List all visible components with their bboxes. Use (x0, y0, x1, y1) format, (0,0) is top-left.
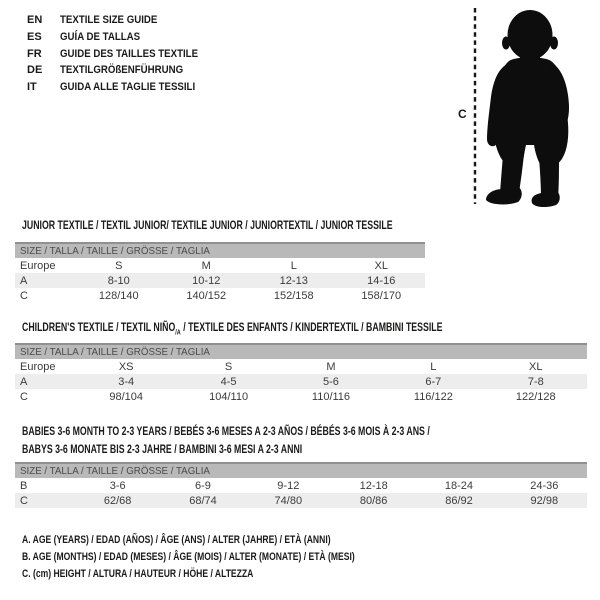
lang-code: EN (27, 14, 43, 27)
value-cell: 18-24 (444, 479, 474, 492)
value-cell: 92/98 (502, 493, 587, 508)
baby-silhouette-icon (482, 7, 578, 207)
value-cell: 24-36 (530, 479, 559, 492)
value-cell: 62/68 (75, 493, 160, 508)
value-cell: 14-16 (338, 273, 426, 288)
value-cell: 8-10 (75, 273, 163, 288)
row-label: C (15, 493, 75, 508)
row-label: A (15, 273, 75, 288)
value-cell: L (290, 259, 297, 272)
table-row (15, 374, 587, 389)
babies-title-line2: BABYS 3-6 MONATE BIS 2-3 JAHRE / BAMBINI 3-6 MESI A 2-3 ANNI (22, 442, 303, 456)
value-cell: M (326, 360, 336, 373)
lang-code: FR (27, 47, 42, 60)
value-cell: XS (118, 360, 134, 373)
babies-title-line1: BABIES 3-6 MONTH TO 2-3 YEARS / BEBÉS 3-6 MESES A 2-3 AÑOS / BÉBÉS 3-6 MOIS À 2-3 ANS / (22, 424, 430, 438)
height-measure-label: C (458, 107, 467, 121)
language-title-block (27, 12, 217, 95)
value-cell: 9-12 (277, 479, 300, 492)
children-table-title (22, 319, 598, 340)
size-header-row (15, 243, 425, 258)
value-cell: 116/122 (413, 390, 453, 403)
table-row (15, 359, 587, 374)
value-cell: 3-4 (75, 374, 177, 389)
babies-table-title (22, 423, 581, 459)
size-header-row (15, 344, 587, 359)
value-cell: 152/158 (273, 289, 314, 302)
value-cell: 128/140 (98, 289, 139, 302)
lang-row-de (27, 62, 217, 79)
value-cell: 6-7 (382, 374, 484, 389)
lang-label: TEXTILE SIZE GUIDE (60, 14, 158, 27)
value-cell: 122/128 (515, 390, 556, 403)
table-row (15, 288, 425, 303)
lang-label: TEXTILGRÖßENFÜHRUNG (60, 64, 184, 77)
lang-row-it (27, 79, 217, 96)
table-row (15, 258, 425, 273)
children-size-table (15, 343, 587, 404)
value-cell: 140/152 (186, 289, 227, 302)
row-label: C (20, 390, 28, 403)
table-row (15, 389, 587, 404)
value-cell: 3-6 (109, 479, 126, 492)
value-cell: 10-12 (163, 273, 251, 288)
lang-row-es (27, 29, 217, 46)
value-cell: 86/92 (416, 493, 501, 508)
lang-code: ES (27, 31, 42, 44)
children-title-sub: /A (175, 327, 181, 337)
row-label: B (20, 479, 28, 492)
value-cell: 6-9 (195, 479, 211, 492)
babies-size-table (15, 462, 587, 508)
lang-label: GUIDE DES TAILLES TEXTILE (60, 47, 199, 60)
value-cell: 7-8 (485, 374, 587, 389)
value-cell: XL (374, 259, 388, 272)
footnote-a: A. AGE (YEARS) / EDAD (AÑOS) / ÂGE (ANS) / ALTER (JAHRE) / ETÀ (ANNI) (22, 534, 331, 546)
lang-code: DE (27, 64, 43, 77)
children-title-rest: / TEXTILE DES ENFANTS / KINDERTEXTIL / BAMBINI TESSILE (180, 320, 443, 334)
size-header-text: SIZE / TALLA / TAILLE / GRÖSSE / TAGLIA (20, 245, 210, 257)
size-header-text: SIZE / TALLA / TAILLE / GRÖSSE / TAGLIA (20, 346, 210, 358)
lang-label: GUÍA DE TALLAS (60, 31, 141, 44)
value-cell: 12-13 (250, 273, 338, 288)
value-cell: 158/170 (361, 289, 402, 302)
value-cell: 98/104 (109, 390, 144, 403)
lang-label: GUIDA ALLE TAGLIE TESSILI (60, 81, 196, 94)
row-label: C (20, 289, 28, 302)
value-cell: 80/86 (331, 493, 416, 508)
table-row (15, 273, 425, 288)
junior-size-table (15, 242, 425, 303)
row-label: A (15, 374, 75, 389)
value-cell: 5-6 (280, 374, 382, 389)
lang-row-fr (27, 45, 217, 62)
value-cell: 12-18 (359, 479, 388, 492)
size-header-text: SIZE / TALLA / TAILLE / GRÖSSE / TAGLIA (20, 465, 210, 477)
size-header-cell (15, 344, 587, 359)
baby-figure (450, 0, 600, 215)
value-cell: 4-5 (177, 374, 279, 389)
table-row (15, 493, 587, 508)
table-row (15, 478, 587, 493)
row-label: Europe (20, 259, 56, 272)
footnote-b: B. AGE (MONTHS) / EDAD (MESES) / ÂGE (MOIS) / ALTER (MONATE) / ETÀ (MESI) (22, 551, 355, 564)
footnotes-block (22, 532, 449, 584)
children-title-main: CHILDREN'S TEXTILE / TEXTIL NIÑO (22, 320, 176, 334)
size-header-row (15, 463, 587, 478)
value-cell: 110/116 (311, 390, 351, 403)
footnote-c: C. (cm) HEIGHT / ALTURA / HAUTEUR / HÖHE / ALTEZZA (22, 568, 254, 581)
value-cell: L (430, 360, 437, 373)
value-cell: 74/80 (246, 493, 331, 508)
children-title-text (22, 319, 442, 340)
value-cell: S (224, 360, 233, 373)
size-header-cell (15, 463, 587, 478)
height-measure-line (473, 6, 477, 206)
value-cell: M (201, 259, 211, 272)
value-cell: 104/110 (209, 390, 249, 403)
junior-title-text: JUNIOR TEXTILE / TEXTIL JUNIOR/ TEXTILE JUNIOR / JUNIORTEXTIL / JUNIOR TESSILE (22, 218, 393, 232)
size-header-cell (15, 243, 425, 258)
value-cell: 68/74 (160, 493, 245, 508)
value-cell: XL (529, 360, 543, 373)
row-label: Europe (20, 360, 56, 373)
value-cell: S (115, 259, 123, 272)
lang-code: IT (27, 81, 37, 94)
junior-table-title (22, 217, 530, 235)
lang-row-en (27, 12, 217, 29)
